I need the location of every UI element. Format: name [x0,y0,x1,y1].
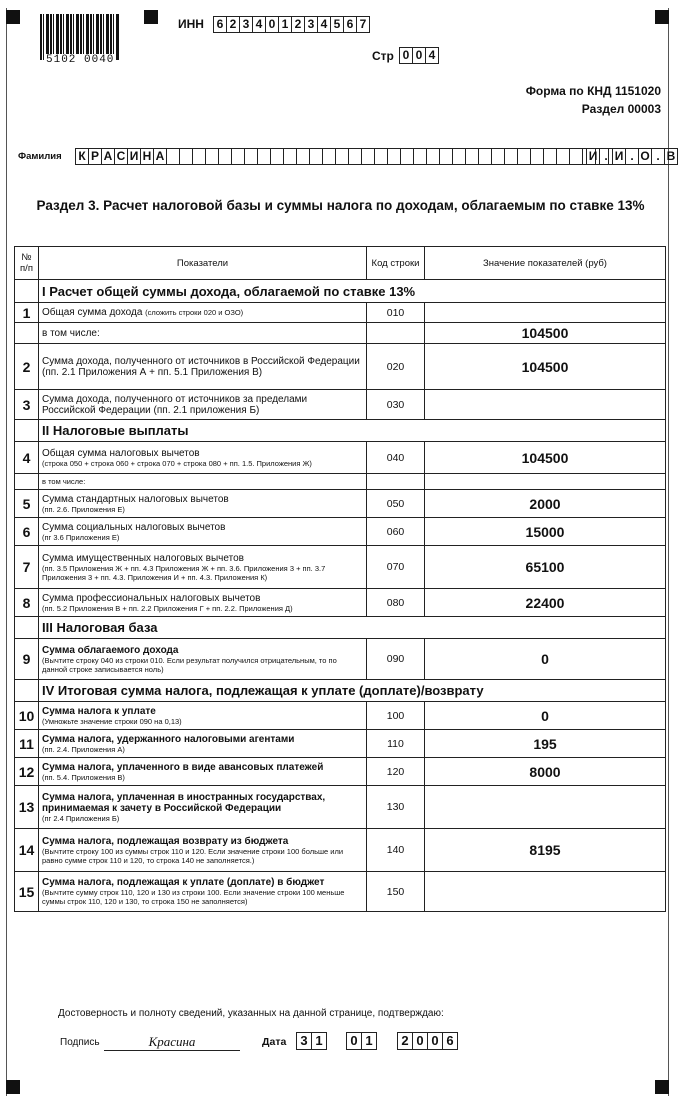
table-row [15,518,666,546]
surname-empty-cell[interactable] [504,148,518,165]
surname-letter[interactable]: И [127,148,141,165]
group-title: II Налоговые выплаты [39,420,666,442]
row-note: (пп. 5.2 Приложения В + пп. 2.2 Приложения Г + пп. 2.2. Приложения Д) [42,603,293,613]
row-name-cell [39,872,367,912]
row-value[interactable]: 0 [425,639,666,680]
inn-digit[interactable]: 3 [239,16,253,33]
calculation-table [14,246,666,912]
row-code: 010 [367,303,425,323]
row-name-cell [39,786,367,829]
row-name: Сумма профессиональных налоговых вычетов [42,592,261,604]
surname-empty-cell[interactable] [205,148,219,165]
group-header-row [15,420,666,442]
surname-empty-cell[interactable] [179,148,193,165]
date-digit[interactable]: 0 [412,1032,428,1050]
date-digit[interactable]: 1 [361,1032,377,1050]
inn-label: ИНН [178,17,204,31]
row-name: Сумма налога, подлежащая возврату из бюджета [42,835,289,847]
row-code: 040 [367,442,425,474]
row-code: 080 [367,589,425,617]
page-label: Стр [372,49,394,63]
page-digit[interactable]: 4 [425,47,439,64]
surname-empty-cell[interactable] [257,148,271,165]
row-name-cell [39,730,367,758]
surname-empty-cell[interactable] [426,148,440,165]
row-note: (пп. 2.4. Приложения А) [42,744,125,754]
row-note: (пп. 3.5 Приложения Ж + пп. 4.3 Приложения Ж + пп. 3.6. Приложения 3 + пп. 3.7 Приложения 3 + пп. 4.3. Приложения И + пп. 4.3. Приложения К) [42,563,326,582]
row-name-cell [39,390,367,420]
surname-empty-cell[interactable] [413,148,427,165]
group-title: III Налоговая база [39,617,666,639]
date-digit[interactable]: 6 [442,1032,458,1050]
date-digit[interactable]: 0 [427,1032,443,1050]
row-number: 7 [15,546,39,589]
section-code: Раздел 00003 [581,102,661,116]
row-name: Сумма налога к уплате [42,705,156,717]
row-name-cell [39,758,367,786]
row-number: 5 [15,490,39,518]
inn-cells [214,16,370,33]
row-name: Сумма стандартных налоговых вычетов [42,493,229,505]
row-value[interactable] [425,786,666,829]
form-code-block [526,82,661,118]
signature-line [104,1050,240,1051]
row-name: Сумма налога, уплаченная в иностранных государствах, принимаемая к зачету в Российской Федерации [42,791,326,814]
date-digit[interactable]: 2 [397,1032,413,1050]
row-code: 130 [367,786,425,829]
row-name: Сумма дохода, полученного от источников в Российской Федерации [42,355,360,367]
row-value[interactable]: 195 [425,730,666,758]
col-name-header: Показатели [39,247,367,280]
date-label: Дата [262,1036,287,1048]
row-name-cell [39,518,367,546]
surname-letter[interactable]: Н [140,148,154,165]
row-code: 020 [367,344,425,390]
row-name-cell [39,702,367,730]
initials-letter[interactable]: О [638,148,652,165]
table-row [15,490,666,518]
group-header-row [15,280,666,303]
row-note: (пп. 5.4. Приложения В) [42,772,125,782]
page-digit[interactable]: 0 [412,47,426,64]
row-note: (Вычтите строку 100 из суммы строк 110 и 120. Если значение строки 100 больше или равно сумме строк 110 и 120, то строка 140 не заполняется.) [42,846,344,865]
surname-empty-cell[interactable] [452,148,466,165]
row-note: (пп. 2.1 Приложения А + пп. 5.1 Приложения В) [42,366,263,378]
row-number: 6 [15,518,39,546]
table-row [15,829,666,872]
row-name: Сумма налога, уплаченного в виде авансовых платежей [42,761,324,773]
inn-digit[interactable]: 6 [213,16,227,33]
row-name-cell [39,474,367,490]
corner-marker-bottom-left [6,1080,20,1094]
row-value[interactable] [425,872,666,912]
table-row [15,546,666,589]
initials-letter[interactable]: В [664,148,678,165]
col-value-header: Значение показателей (руб) [425,247,666,280]
row-code: 150 [367,872,425,912]
row-note: (пг 2.4 Приложения Б) [42,813,120,823]
row-value[interactable]: 65100 [425,546,666,589]
surname-empty-cell[interactable] [556,148,570,165]
surname-empty-cell[interactable] [374,148,388,165]
date-digit[interactable]: 1 [311,1032,327,1050]
row-name: Общая сумма дохода (сложить строки 020 и ОЗО) [42,307,244,318]
row-name-cell [39,442,367,474]
table-row [15,786,666,829]
inn-digit[interactable]: 3 [304,16,318,33]
row-value[interactable]: 104500 [425,442,666,474]
group-header-row [15,680,666,702]
initials-letter[interactable]: . [651,148,665,165]
row-name-cell [39,589,367,617]
surname-empty-cell[interactable] [530,148,544,165]
row-name-cell [39,323,367,344]
date-month-cells [347,1032,377,1050]
row-name-cell [39,639,367,680]
surname-empty-cell[interactable] [543,148,557,165]
surname-empty-cell[interactable] [491,148,505,165]
row-value[interactable]: 8000 [425,758,666,786]
table-row [15,442,666,474]
corner-marker-top-center [144,10,158,24]
table-row [15,474,666,490]
surname-letter[interactable]: А [153,148,167,165]
surname-empty-cell[interactable] [517,148,531,165]
row-name: Общая сумма налоговых вычетов [42,447,200,459]
row-name: в том числе: [42,477,86,486]
signature[interactable]: Красина [148,1034,196,1049]
inn-digit[interactable]: 0 [265,16,279,33]
row-note: (пп. 2.6. Приложения Е) [42,504,125,514]
table-row [15,872,666,912]
table-row [15,390,666,420]
row-number: 13 [15,786,39,829]
row-name-cell [39,546,367,589]
surname-letter[interactable]: К [75,148,89,165]
corner-marker-top-right [655,10,669,24]
row-value[interactable]: 22400 [425,589,666,617]
row-name: Сумма налога, подлежащая к уплате (доплате) в бюджет [42,877,325,888]
table-row [15,702,666,730]
surname-empty-cell[interactable] [569,148,583,165]
inn-digit[interactable]: 4 [317,16,331,33]
group-title: I Расчет общей суммы дохода, облагаемой по ставке 13% [39,280,666,303]
row-code: 100 [367,702,425,730]
surname-letter[interactable]: С [114,148,128,165]
row-code: 050 [367,490,425,518]
row-name-cell [39,303,367,323]
surname-empty-cell[interactable] [296,148,310,165]
row-name: Сумма облагаемого дохода [42,644,179,656]
date-day-cells [297,1032,327,1050]
row-name: Сумма дохода, полученного от источников за пределами Российской Федерации (пп. 2.1 приложения Б) [42,393,308,416]
initials-letter[interactable]: И [586,148,600,165]
surname-empty-cell[interactable] [270,148,284,165]
surname-empty-cell[interactable] [335,148,349,165]
inn-digit[interactable]: 5 [330,16,344,33]
inn-digit[interactable]: 1 [278,16,292,33]
group-title: IV Итоговая сумма налога, подлежащая к уплате (доплате)/возврату [39,680,666,702]
row-value[interactable] [425,303,666,323]
initials-letter[interactable]: . [625,148,639,165]
surname-empty-cell[interactable] [361,148,375,165]
row-name: Сумма социальных налоговых вычетов [42,521,226,533]
inn-digit[interactable]: 6 [343,16,357,33]
page-digit[interactable]: 0 [399,47,413,64]
row-value[interactable]: 2000 [425,490,666,518]
row-number: 10 [15,702,39,730]
row-value[interactable] [425,390,666,420]
corner-marker-bottom-right [655,1080,669,1094]
surname-cells [76,148,609,165]
inn-digit[interactable]: 2 [226,16,240,33]
row-number: 9 [15,639,39,680]
row-value[interactable]: 104500 [425,344,666,390]
row-name: в том числе: [42,327,100,339]
row-code: 060 [367,518,425,546]
surname-empty-cell[interactable] [348,148,362,165]
surname-empty-cell[interactable] [192,148,206,165]
row-number: 3 [15,390,39,420]
page-cells [400,47,439,64]
col-num-header: № п/п [15,247,39,280]
corner-marker-top-left [6,10,20,24]
row-number: 2 [15,344,39,390]
row-value[interactable]: 8195 [425,829,666,872]
table-row [15,589,666,617]
surname-label: Фамилия [18,151,62,162]
row-note: (Вычтите строку 040 из строки 010. Если результат получился отрицательным, то по данной строке записывается ноль) [42,655,337,674]
table-row [15,344,666,390]
row-number: 15 [15,872,39,912]
signature-label: Подпись [60,1037,100,1048]
row-name-cell [39,344,367,390]
table-header-row [15,247,666,280]
date-year-cells [398,1032,458,1050]
surname-empty-cell[interactable] [465,148,479,165]
initials-letter[interactable]: И [612,148,626,165]
initials-cells [587,148,678,165]
initials-letter[interactable]: . [599,148,613,165]
surname-empty-cell[interactable] [231,148,245,165]
barcode-number: 5102 0040 [46,54,115,66]
surname-empty-cell[interactable] [439,148,453,165]
group-header-row [15,617,666,639]
row-code: 090 [367,639,425,680]
surname-empty-cell[interactable] [244,148,258,165]
section-title: Раздел 3. Расчет налоговой базы и суммы налога по доходам, облагаемым по ставке 13% [36,198,645,213]
row-name: Сумма налога, удержанного налоговыми агентами [42,733,295,745]
surname-empty-cell[interactable] [400,148,414,165]
row-code: 030 [367,390,425,420]
surname-empty-cell[interactable] [478,148,492,165]
surname-empty-cell[interactable] [309,148,323,165]
row-number: 11 [15,730,39,758]
row-number: 14 [15,829,39,872]
surname-empty-cell[interactable] [166,148,180,165]
row-note: (Вычтите сумму строк 110, 120 и 130 из строки 100. Если значение строки 100 меньше суммы строк 110, 120 и 130, то строка 150 не заполняется) [42,888,345,906]
surname-empty-cell[interactable] [283,148,297,165]
row-number: 1 [15,303,39,323]
surname-empty-cell[interactable] [387,148,401,165]
row-number: 12 [15,758,39,786]
confirmation-text: Достоверность и полноту сведений, указанных на данной странице, подтверждаю: [58,1008,444,1019]
row-note: (сложить строки 020 и ОЗО) [145,308,244,317]
col-code-header: Код строки [367,247,425,280]
row-number: 8 [15,589,39,617]
form-code: Форма по КНД 1151020 [525,84,661,98]
row-code: 070 [367,546,425,589]
row-code: 140 [367,829,425,872]
table-row [15,303,666,323]
row-note: (строка 050 + строка 060 + строка 070 + строка 080 + пп. 1.5. Приложения Ж) [42,458,312,468]
row-name-cell [39,829,367,872]
date-digit[interactable]: 3 [296,1032,312,1050]
row-note: (пп. 2.1 приложения Б) [153,404,260,416]
row-name-cell [39,490,367,518]
row-code: 110 [367,730,425,758]
row-number: 4 [15,442,39,474]
date-digit[interactable]: 0 [346,1032,362,1050]
table-row [15,730,666,758]
surname-empty-cell[interactable] [322,148,336,165]
inn-digit[interactable]: 2 [291,16,305,33]
inn-digit[interactable]: 7 [356,16,370,33]
surname-empty-cell[interactable] [218,148,232,165]
row-value[interactable]: 0 [425,702,666,730]
row-note: (пг 3.6 Приложения Е) [42,532,120,542]
row-code: 120 [367,758,425,786]
row-value[interactable]: 104500 [425,323,666,344]
surname-letter[interactable]: Р [88,148,102,165]
table-row [15,639,666,680]
row-value[interactable]: 15000 [425,518,666,546]
row-name: Сумма имущественных налоговых вычетов [42,552,244,564]
surname-letter[interactable]: А [101,148,115,165]
table-row [15,323,666,344]
row-note: (Умножьте значение строки 090 на 0,13) [42,716,182,726]
table-row [15,758,666,786]
inn-digit[interactable]: 4 [252,16,266,33]
